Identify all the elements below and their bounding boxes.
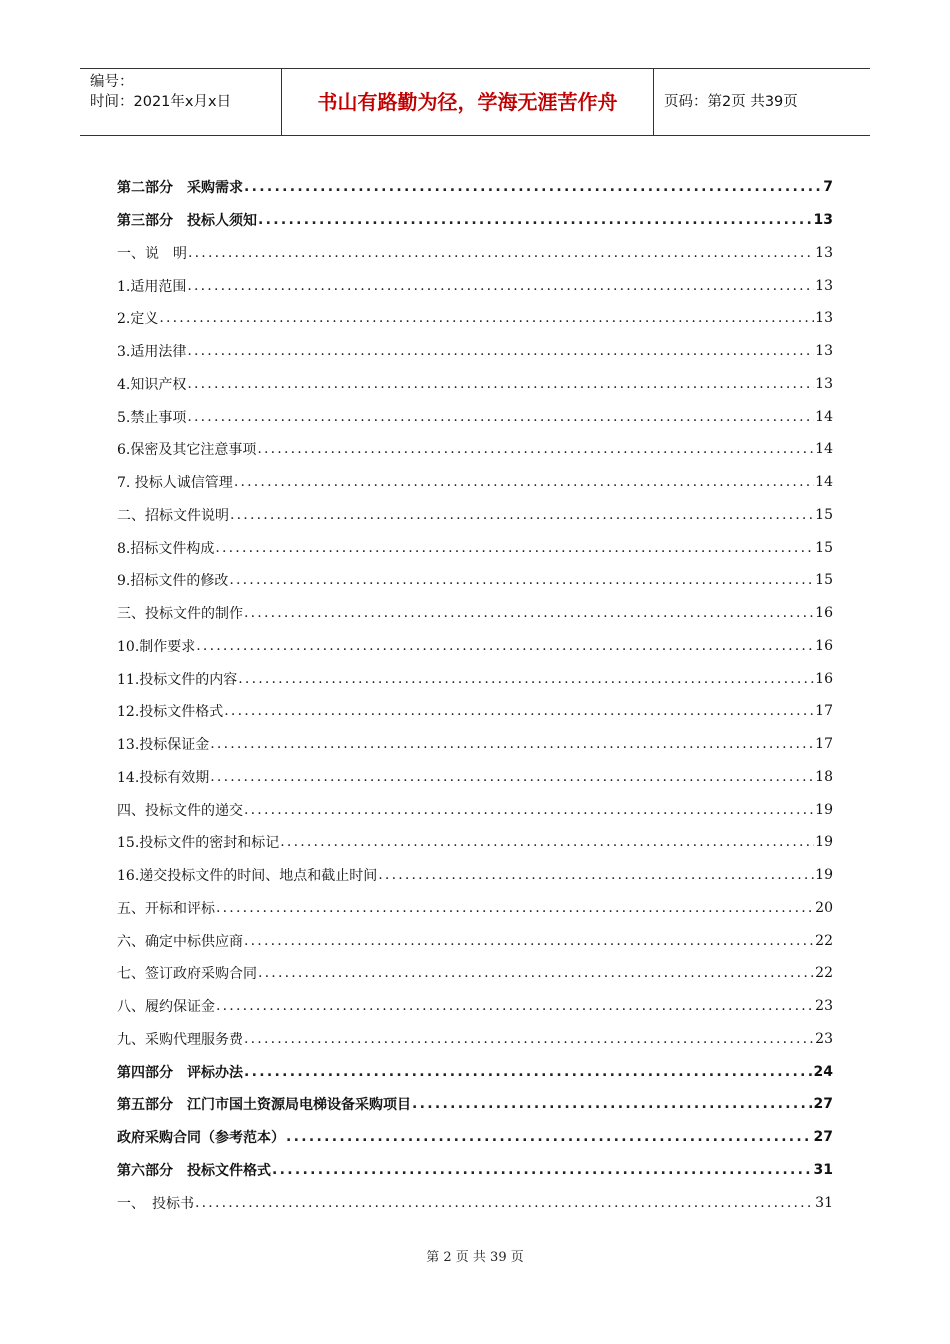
toc-entry-page-number: 13 — [813, 212, 833, 229]
toc-dot-leader — [187, 376, 814, 392]
toc-entry-title: 10.制作要求 — [117, 638, 196, 655]
toc-entry[interactable] — [117, 1023, 833, 1056]
toc-entry[interactable] — [117, 728, 833, 761]
toc-dot-leader — [272, 1162, 813, 1178]
toc-dot-leader — [244, 933, 814, 949]
toc-entry-title: 4.知识产权 — [117, 376, 187, 393]
toc-entry-title: 一、说 明 — [117, 245, 187, 262]
toc-dot-leader — [258, 965, 814, 981]
toc-entry[interactable] — [117, 859, 833, 892]
toc-entry-title: 第四部分 评标办法 — [117, 1064, 243, 1081]
toc-entry[interactable] — [117, 924, 833, 957]
document-date-label: 时间：2021年x月x日 — [90, 94, 232, 110]
toc-dot-leader — [195, 1195, 814, 1211]
toc-entry-page-number: 15 — [815, 539, 833, 556]
toc-entry-page-number: 20 — [815, 899, 833, 916]
document-number-label: 编号： — [90, 74, 134, 90]
toc-entry[interactable] — [117, 1154, 833, 1187]
toc-entry-page-number: 27 — [813, 1096, 833, 1113]
toc-entry-page-number: 16 — [815, 605, 833, 622]
toc-dot-leader — [216, 900, 814, 916]
toc-entry-title: 政府采购合同（参考范本） — [117, 1130, 285, 1147]
toc-entry-title: 13.投标保证金 — [117, 737, 210, 754]
toc-entry[interactable] — [117, 564, 833, 597]
toc-entry[interactable] — [117, 597, 833, 630]
toc-entry-title: 1.适用范围 — [117, 278, 187, 295]
toc-entry-title: 九、采购代理服务费 — [117, 1031, 243, 1048]
toc-entry-page-number: 23 — [815, 998, 833, 1015]
toc-dot-leader — [238, 671, 814, 687]
toc-dot-leader — [159, 310, 814, 326]
toc-entry[interactable] — [117, 400, 833, 433]
toc-entry[interactable] — [117, 269, 833, 302]
toc-entry-title: 第六部分 投标文件格式 — [117, 1162, 271, 1179]
toc-entry[interactable] — [117, 990, 833, 1023]
toc-entry[interactable] — [117, 1088, 833, 1121]
toc-dot-leader — [187, 409, 814, 425]
toc-entry-page-number: 22 — [815, 932, 833, 949]
toc-dot-leader — [216, 998, 814, 1014]
page-header — [80, 68, 870, 136]
toc-entry-page-number: 13 — [815, 244, 833, 261]
toc-entry-page-number: 19 — [815, 834, 833, 851]
toc-entry-title: 八、履约保证金 — [117, 999, 215, 1016]
toc-entry[interactable] — [117, 662, 833, 695]
toc-entry-title: 第三部分 投标人须知 — [117, 213, 257, 230]
toc-entry-title: 16.递交投标文件的时间、地点和截止时间 — [117, 868, 378, 885]
toc-entry-page-number: 27 — [813, 1129, 833, 1146]
toc-entry[interactable] — [117, 826, 833, 859]
toc-dot-leader — [258, 212, 813, 228]
toc-entry-title: 2.定义 — [117, 311, 159, 328]
toc-entry-page-number: 13 — [815, 277, 833, 294]
toc-entry-page-number: 19 — [815, 801, 833, 818]
toc-entry[interactable] — [117, 237, 833, 270]
toc-entry-page-number: 14 — [815, 408, 833, 425]
toc-entry-page-number: 14 — [815, 441, 833, 458]
toc-entry-page-number: 15 — [815, 506, 833, 523]
toc-entry-title: 9.招标文件的修改 — [117, 573, 229, 590]
toc-entry[interactable] — [117, 630, 833, 663]
toc-entry-title: 二、招标文件说明 — [117, 507, 229, 524]
toc-entry[interactable] — [117, 433, 833, 466]
toc-entry-page-number: 14 — [815, 474, 833, 491]
toc-entry-page-number: 31 — [813, 1161, 833, 1178]
toc-entry[interactable] — [117, 466, 833, 499]
toc-entry-title: 14.投标有效期 — [117, 769, 210, 786]
toc-entry-page-number: 13 — [815, 310, 833, 327]
toc-entry-page-number: 22 — [815, 965, 833, 982]
toc-entry[interactable] — [117, 171, 833, 204]
toc-dot-leader — [187, 278, 814, 294]
toc-entry-title: 五、开标和评标 — [117, 900, 215, 917]
page-footer: 第 2 页 共 39 页 — [426, 1250, 524, 1265]
toc-entry-title: 5.禁止事项 — [117, 409, 187, 426]
toc-dot-leader — [229, 572, 814, 588]
toc-entry-title: 三、投标文件的制作 — [117, 606, 243, 623]
toc-entry[interactable] — [117, 204, 833, 237]
toc-dot-leader — [280, 834, 814, 850]
toc-entry[interactable] — [117, 368, 833, 401]
toc-entry[interactable] — [117, 695, 833, 728]
toc-entry-page-number: 31 — [815, 1194, 833, 1211]
toc-dot-leader — [234, 474, 814, 490]
toc-entry-page-number: 13 — [815, 375, 833, 392]
toc-entry-page-number: 7 — [823, 179, 833, 196]
toc-entry-title: 11.投标文件的内容 — [117, 671, 238, 688]
toc-dot-leader — [412, 1096, 813, 1112]
toc-dot-leader — [378, 867, 814, 883]
toc-dot-leader — [210, 736, 814, 752]
toc-entry-title: 3.适用法律 — [117, 344, 187, 361]
toc-entry[interactable] — [117, 499, 833, 532]
toc-entry-page-number: 17 — [815, 736, 833, 753]
toc-entry-page-number: 18 — [815, 768, 833, 785]
toc-entry[interactable] — [117, 892, 833, 925]
toc-entry-page-number: 16 — [815, 670, 833, 687]
toc-entry[interactable] — [117, 1055, 833, 1088]
toc-entry-title: 四、投标文件的递交 — [117, 802, 243, 819]
toc-entry-title: 六、确定中标供应商 — [117, 933, 243, 950]
toc-entry[interactable] — [117, 761, 833, 794]
toc-entry[interactable] — [117, 335, 833, 368]
toc-entry-title: 6.保密及其它注意事项 — [117, 442, 257, 459]
toc-dot-leader — [244, 179, 822, 195]
toc-entry-title: 15.投标文件的密封和标记 — [117, 835, 280, 852]
toc-entry-page-number: 17 — [815, 703, 833, 720]
toc-entry-page-number: 13 — [815, 343, 833, 360]
toc-entry[interactable] — [117, 302, 833, 335]
toc-dot-leader — [257, 441, 814, 457]
toc-dot-leader — [224, 703, 814, 719]
toc-entry-title: 7. 投标人诚信管理 — [117, 475, 233, 492]
toc-entry-page-number: 15 — [815, 572, 833, 589]
toc-entry-page-number: 24 — [813, 1063, 833, 1080]
toc-entry-title: 一、 投标书 — [117, 1195, 194, 1212]
toc-entry[interactable] — [117, 957, 833, 990]
toc-entry-title: 第五部分 江门市国土资源局电梯设备采购项目 — [117, 1097, 411, 1114]
toc-entry[interactable] — [117, 1121, 833, 1154]
toc-entry[interactable] — [117, 1186, 833, 1219]
toc-entry-page-number: 23 — [815, 1030, 833, 1047]
toc-dot-leader — [244, 605, 814, 621]
toc-dot-leader — [215, 540, 814, 556]
toc-dot-leader — [196, 638, 814, 654]
toc-dot-leader — [244, 1064, 813, 1080]
toc-dot-leader — [286, 1129, 813, 1145]
toc-entry-title: 8.招标文件构成 — [117, 540, 215, 557]
toc-dot-leader — [244, 1031, 814, 1047]
toc-entry-title: 12.投标文件格式 — [117, 704, 224, 721]
header-motto: 书山有路勤为径，学海无涯苦作舟 — [281, 69, 654, 135]
toc-entry[interactable] — [117, 793, 833, 826]
toc-dot-leader — [187, 343, 814, 359]
toc-entry-page-number: 16 — [815, 637, 833, 654]
toc-dot-leader — [188, 245, 814, 261]
toc-dot-leader — [244, 802, 814, 818]
header-page-info: 页码：第2页 共39页 — [664, 94, 798, 110]
toc-dot-leader — [230, 507, 814, 523]
toc-entry-title: 七、签订政府采购合同 — [117, 966, 257, 983]
header-meta — [90, 72, 231, 112]
toc-entry-page-number: 19 — [815, 867, 833, 884]
table-of-contents — [117, 171, 833, 1219]
toc-entry-title: 第二部分 采购需求 — [117, 180, 243, 197]
toc-dot-leader — [210, 769, 814, 785]
toc-entry[interactable] — [117, 531, 833, 564]
